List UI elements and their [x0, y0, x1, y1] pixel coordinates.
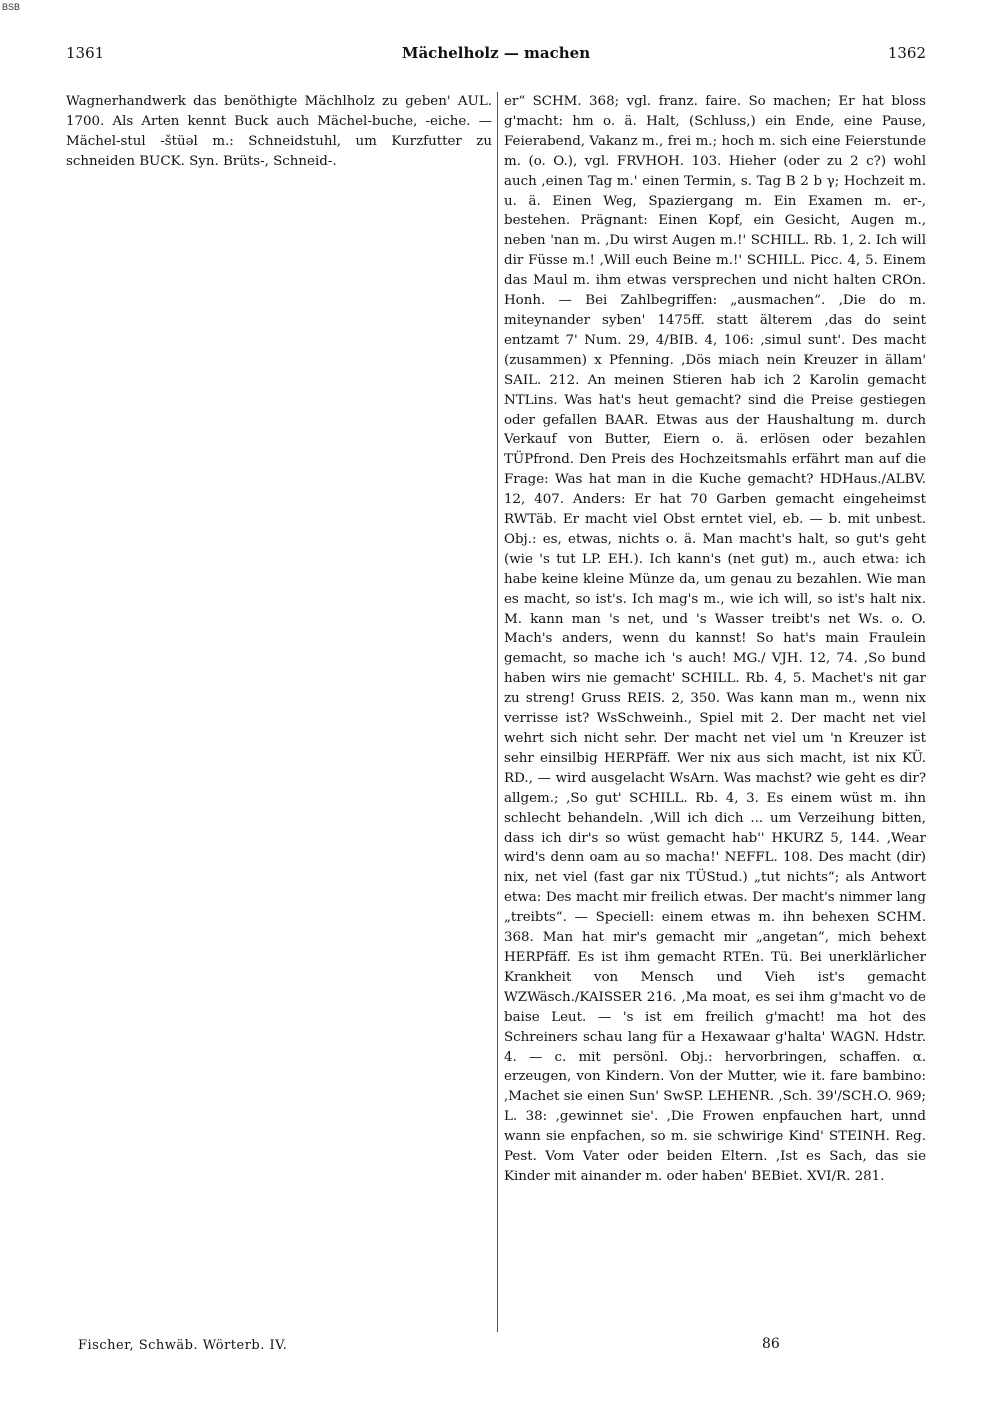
- right-column: [504, 92, 926, 1332]
- footer-sheet-number: 86: [762, 1336, 780, 1352]
- left-column: [66, 92, 492, 1332]
- page-number-right: 1362: [887, 44, 926, 62]
- left-column-text: Wagnerhandwerk das benöthigte Mächlholz zu geben' AUL. 1700. Als Arten kennt Buck auch Mächel-buche, -eiche. — Mächel-stul -štüəl m.: Schneidstuhl, um Kurzfutter zu schneiden BUCK. Syn. Brüts-, Schneid-.: [66, 94, 492, 169]
- page-header: [66, 44, 926, 68]
- footer-source: Fischer, Schwäb. Wörterb. IV.: [78, 1338, 288, 1353]
- right-column-text: er“ SCHM. 368; vgl. franz. faire. So machen; Er hat bloss g'macht: hm o. ä. Halt, (Schluss,) ein Ende, eine Pause, Feierabend, Vakanz m., frei m.; hoch m. sich eine Feierstunde m. (o. O.), vgl. FRVHOH. 103. Hieher (oder zu 2 c?) wohl auch ,einen Tag m.' einen Termin, s. Tag B 2 b γ; Hochzeit m. u. ä. Einen Weg, Spaziergang m. Ein Examen m. er-, bestehen. Prägnant: Einen Kopf, ein Gesicht, Augen m., neben 'nan m. ,Du wirst Augen m.!' SCHILL. Rb. 1, 2. Ich will dir Füsse m.! ,Will euch Beine m.!' SCHILL. Picc. 4, 5. Einem das Maul m. ihm etwas versprechen und nicht halten CROn. Honh. — Bei Zahlbegriffen: „ausmachen“. ,Die do m. miteynander syben' 1475ff. statt älterem ,das do seint entzamt 7' Num. 29, 4/BIB. 4, 106: ,simul sunt'. Des macht (zusammen) x Pfenning. ,Dös miach nein Kreuzer in ällam' SAIL. 212. An meinen Stieren hab ich 2 Karolin gemacht NTLins. Was hat's heut gemacht? sind die Preise gestiegen oder gefallen BAAR. Etwas aus der Haushaltung m. durch Verkauf von Butter, Eiern o. ä. erlösen oder bezahlen TÜPfrond. Den Preis des Hochzeitsmahls erfährt man auf die Frage: Was hat man in die Kuche gemacht? HDHaus./ALBV. 12, 407. Anders: Er hat 70 Garben gemacht eingeheimst RWTäb. Er macht viel Obst erntet viel, eb. — b. mit unbest. Obj.: es, etwas, nichts o. ä. Man macht's halt, so gut's geht (wie 's tut LP. EH.). Ich kann's (net gut) m., auch etwa: ich habe keine kleine Münze da, um genau zu bezahlen. Wie man es macht, so ist's. Ich mag's m., wie ich will, so ist's halt nix. M. kann man 's net, und 's Wasser treibt's net Ws. o. O. Mach's anders, wenn du kannst! So hat's main Fraulein gemacht, so mache ich 's auch! MG./ VJH. 12, 74. ,So bund haben wirs nie gemacht' SCHILL. Rb. 4, 5. Machet's nit gar zu streng! Gruss REIS. 2, 350. Was kann man m., wenn nix verrisse ist? WsSchweinh., Spiel mit 2. Der macht net viel wehrt sich nicht sehr. Der macht net viel um 'n Kreuzer ist sehr einsilbig HERPfäff. Wer nix aus sich macht, ist nix KÜ. RD., — wird ausgelacht WsArn. Was machst? wie geht es dir? allgem.; ,So gut' SCHILL. Rb. 4, 3. Es einem wüst m. ihn schlecht behandeln. ,Will ich dich ... um Verzeihung bitten, dass ich dir's so wüst gemacht hab'' HKURZ 5, 144. ,Wear wird's denn oam au so macha!' NEFFL. 108. Des macht (dir) nix, net viel (fast gar nix TÜStud.) „tut nichts“; als Antwort etwa: Des macht mir freilich etwas. Der macht's nimmer lang „treibts“. — Speciell: einem etwas m. ihn behexen SCHM. 368. Man hat mir's gemacht mir „angetan“, mich behext HERPfäff. Es ist ihm gemacht RTEn. Tü. Bei unerklärlicher Krankheit von Mensch und Vieh ist's gemacht WZWäsch./KAISSER 216. ,Ma moat, es sei ihm g'macht vo de baise Leut. — 's ist em freilich g'macht! ma hot des Schreiners schau lang für a Hexawaar g'halta' WAGN. Hdstr. 4. — c. mit persönl. Obj.: hervorbringen, schaffen. α. erzeugen, von Kindern. Von der Mutter, wie it. fare bambino: ,Machet sie einen Sun' SwSP. LEHENR. ,Sch. 39'/SCH.O. 969; L. 38: ,gewinnet sie'. ,Die Frowen enpfauchen hart, unnd wann sie enpfachen, so m. sie schwirige Kind' STEINH. Reg. Pest. Vom Vater oder beiden Eltern. ,Ist es Sach, das sie Kinder mit ainander m. oder haben' BEBiet. XVI/R. 281.: [504, 94, 926, 1184]
- page-number-left: 1361: [66, 44, 105, 62]
- page-title: Mächelholz — machen: [401, 44, 591, 62]
- library-stamp: BSB: [2, 2, 21, 12]
- column-divider: [497, 92, 498, 1332]
